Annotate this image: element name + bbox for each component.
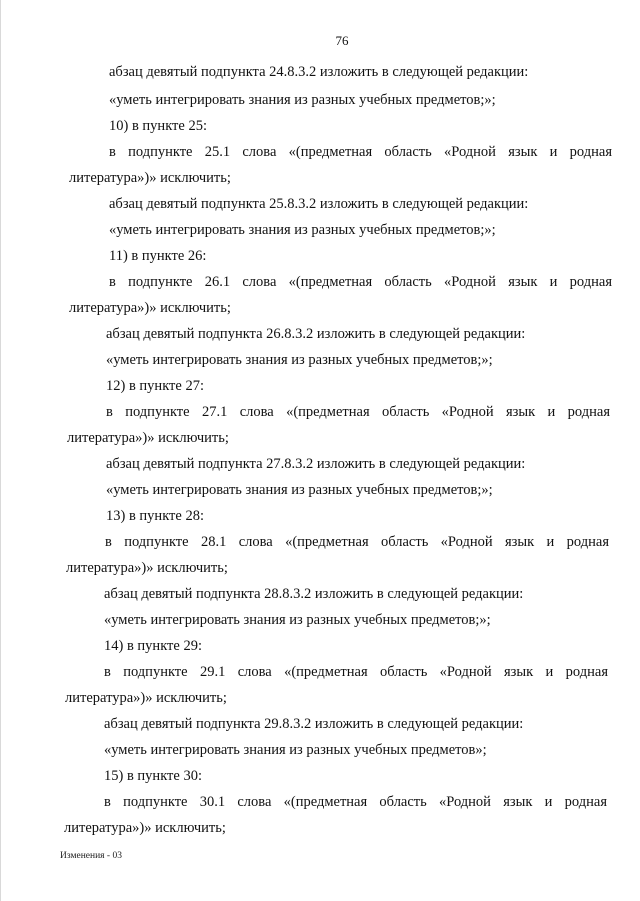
- scan-edge: [0, 0, 1, 901]
- text-line: «уметь интегрировать знания из разных учебных предметов;»;: [104, 612, 491, 628]
- text-line: в подпункте 27.1 слова «(предметная область «Родной язык и родная: [106, 404, 610, 420]
- text-line: 13) в пункте 28:: [106, 508, 204, 524]
- text-line: 11) в пункте 26:: [109, 248, 207, 264]
- text-line: литература»)» исключить;: [69, 300, 231, 316]
- text-line: абзац девятый подпункта 26.8.3.2 изложить в следующей редакции:: [106, 326, 526, 342]
- text-line: 12) в пункте 27:: [106, 378, 204, 394]
- text-line: в подпункте 25.1 слова «(предметная область «Родной язык и родная: [109, 144, 612, 160]
- text-line: 10) в пункте 25:: [109, 118, 207, 134]
- text-line: «уметь интегрировать знания из разных учебных предметов;»;: [109, 92, 496, 108]
- text-line: «уметь интегрировать знания из разных учебных предметов;»;: [106, 482, 493, 498]
- text-line: 14) в пункте 29:: [104, 638, 202, 654]
- text-line: в подпункте 28.1 слова «(предметная область «Родной язык и родная: [105, 534, 609, 550]
- text-line: 15) в пункте 30:: [104, 768, 202, 784]
- page-number: 76: [335, 33, 349, 48]
- text-line: в подпункте 29.1 слова «(предметная область «Родной язык и родная: [104, 664, 608, 680]
- text-line: литература»)» исключить;: [65, 690, 227, 706]
- text-line: абзац девятый подпункта 25.8.3.2 изложить в следующей редакции:: [109, 196, 529, 212]
- text-line: литература»)» исключить;: [66, 560, 228, 576]
- text-line: абзац девятый подпункта 28.8.3.2 изложить в следующей редакции:: [104, 586, 524, 602]
- text-line: литература»)» исключить;: [69, 170, 231, 186]
- text-line: абзац девятый подпункта 24.8.3.2 изложить в следующей редакции:: [109, 64, 529, 80]
- text-line: «уметь интегрировать знания из разных учебных предметов»;: [104, 742, 487, 758]
- text-line: в подпункте 30.1 слова «(предметная область «Родной язык и родная: [104, 794, 607, 810]
- text-line: абзац девятый подпункта 27.8.3.2 изложить в следующей редакции:: [106, 456, 526, 472]
- text-line: в подпункте 26.1 слова «(предметная область «Родной язык и родная: [109, 274, 612, 290]
- text-line: «уметь интегрировать знания из разных учебных предметов;»;: [109, 222, 496, 238]
- text-line: литература»)» исключить;: [64, 820, 226, 836]
- text-line: литература»)» исключить;: [67, 430, 229, 446]
- text-line: «уметь интегрировать знания из разных учебных предметов;»;: [106, 352, 493, 368]
- text-line: абзац девятый подпункта 29.8.3.2 изложить в следующей редакции:: [104, 716, 524, 732]
- footer-note: Изменения - 03: [60, 851, 122, 861]
